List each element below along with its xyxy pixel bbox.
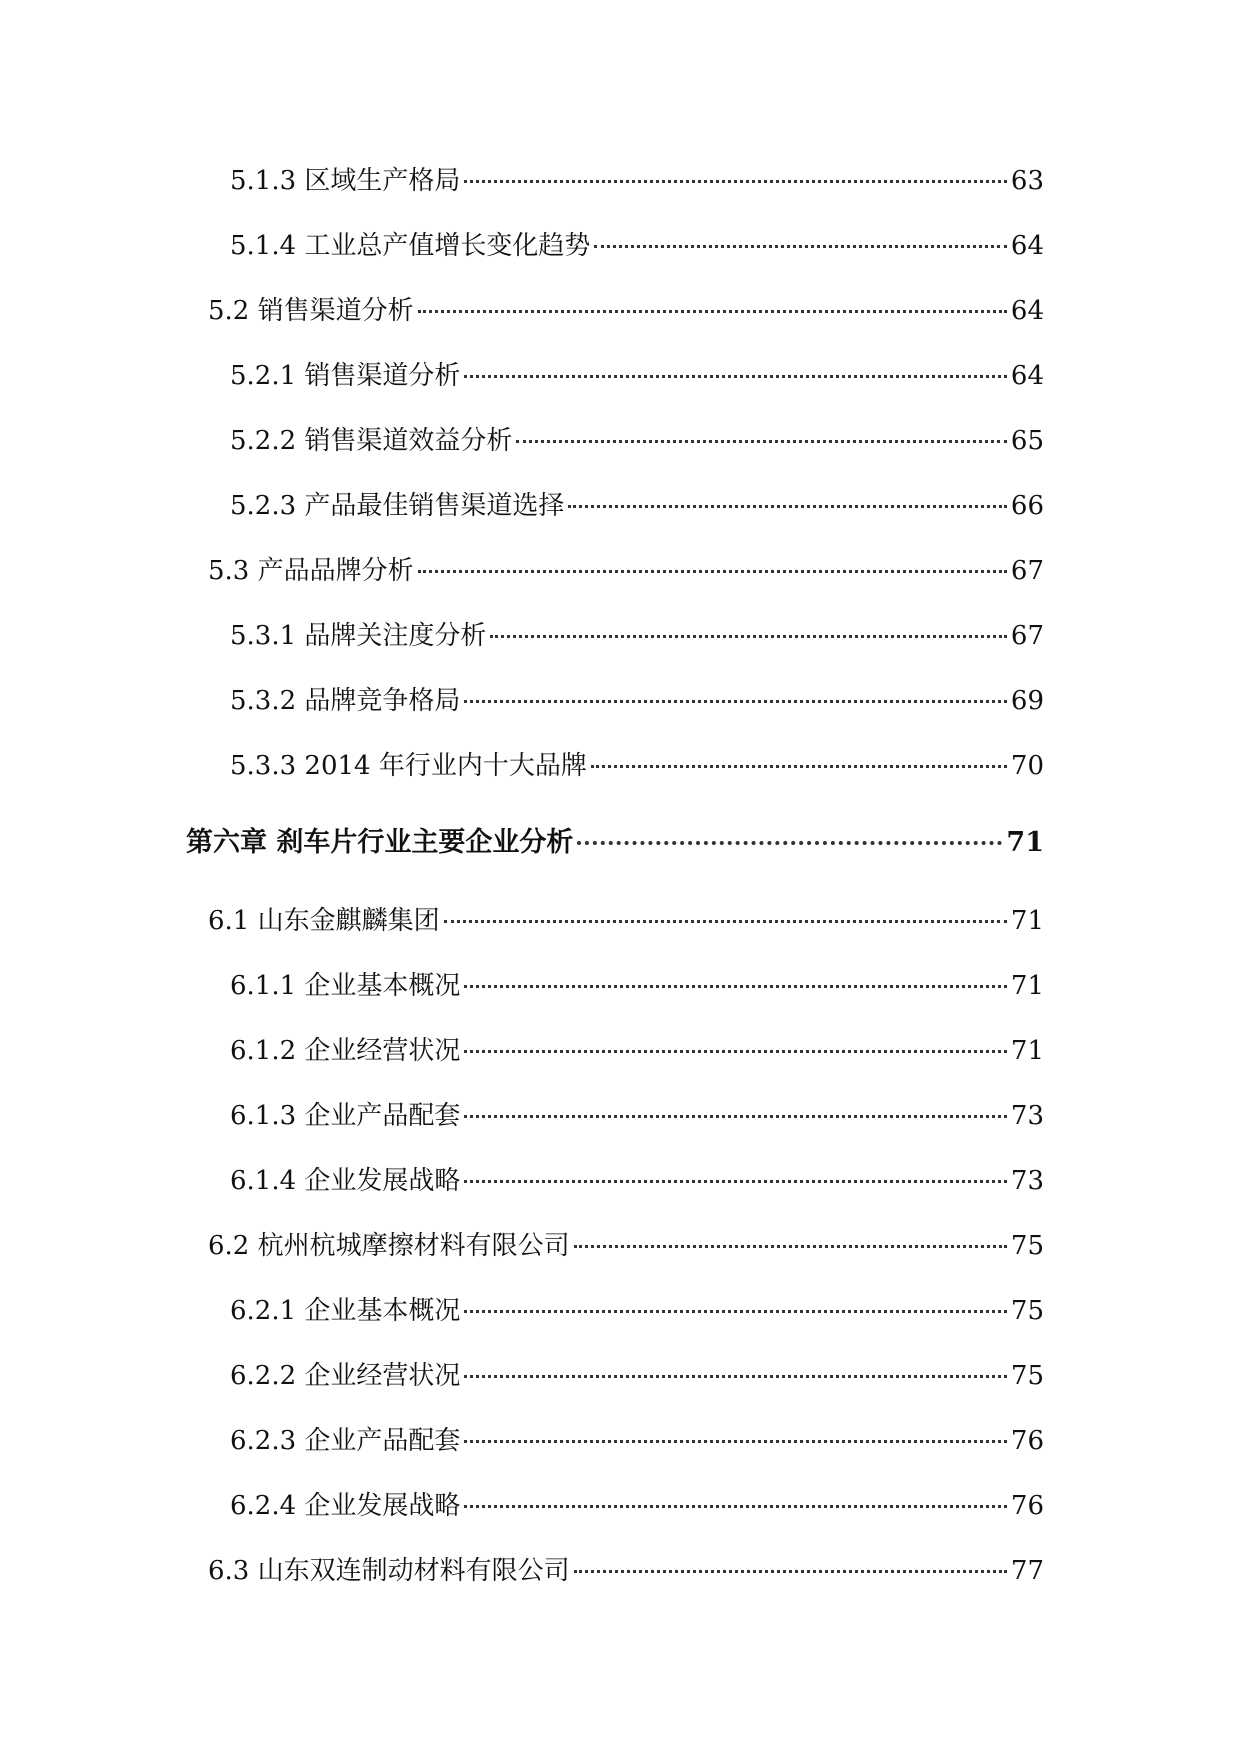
- toc-entry-label: 5.1.4 工业总产值增长变化趋势: [230, 231, 591, 261]
- toc-entry[interactable]: [230, 969, 1044, 1003]
- toc-entry[interactable]: [230, 1294, 1044, 1328]
- dot-leader: [464, 1505, 1006, 1508]
- toc-entry-page: 77: [1010, 1556, 1044, 1586]
- toc-entry-label: 6.1 山东金麒麟集团: [208, 906, 440, 936]
- toc-entry-page: 73: [1010, 1166, 1044, 1196]
- dot-leader: [516, 440, 1006, 443]
- dot-leader: [574, 1570, 1007, 1573]
- toc-entry-label: 6.2.2 企业经营状况: [230, 1361, 461, 1391]
- toc-entry-page: 67: [1010, 621, 1044, 651]
- toc-entry[interactable]: [230, 359, 1044, 393]
- toc-entry[interactable]: [230, 1424, 1044, 1458]
- toc-entry-page: 64: [1010, 361, 1044, 391]
- toc-entry[interactable]: [230, 749, 1044, 783]
- toc-entry-page: 73: [1010, 1101, 1044, 1131]
- dot-leader: [594, 245, 1006, 248]
- toc-entry[interactable]: [208, 1229, 1044, 1263]
- dot-leader: [464, 700, 1006, 703]
- toc-entry-label: 5.3.1 品牌关注度分析: [230, 621, 487, 651]
- toc-entry-label: 6.1.3 企业产品配套: [230, 1101, 461, 1131]
- toc-entry-page: 65: [1010, 426, 1044, 456]
- dot-leader: [418, 310, 1007, 313]
- dot-leader: [418, 570, 1007, 573]
- toc-entry-page: 71: [1010, 971, 1044, 1001]
- toc-entry[interactable]: [230, 1034, 1044, 1068]
- toc-entry-page: 66: [1010, 491, 1044, 521]
- toc-entry[interactable]: [230, 1164, 1044, 1198]
- dot-leader: [568, 505, 1006, 508]
- dot-leader: [464, 985, 1006, 988]
- toc-entry-label: 5.2.3 产品最佳销售渠道选择: [230, 491, 565, 521]
- toc-entry-label: 6.2.3 企业产品配套: [230, 1426, 461, 1456]
- dot-leader: [464, 1440, 1006, 1443]
- toc-chapter-entry[interactable]: [186, 826, 1044, 860]
- toc-entry-page: 75: [1010, 1361, 1044, 1391]
- dot-leader: [464, 1115, 1006, 1118]
- dot-leader: [464, 375, 1006, 378]
- toc-entry[interactable]: [208, 294, 1044, 328]
- dot-leader: [464, 1375, 1006, 1378]
- toc-entry-label: 6.1.1 企业基本概况: [230, 971, 461, 1001]
- toc-entry[interactable]: [230, 424, 1044, 458]
- toc-entry-page: 67: [1010, 556, 1044, 586]
- toc-entry-page: 76: [1010, 1426, 1044, 1456]
- toc-entry-page: 64: [1010, 231, 1044, 261]
- toc-entry-label: 6.1.4 企业发展战略: [230, 1166, 461, 1196]
- toc-entry-label: 6.2.1 企业基本概况: [230, 1296, 461, 1326]
- toc-entry-page: 64: [1010, 296, 1044, 326]
- toc-entry-page: 70: [1010, 751, 1044, 781]
- dot-leader: [591, 765, 1007, 768]
- toc-entry-page: 63: [1010, 166, 1044, 196]
- toc-entry[interactable]: [230, 229, 1044, 263]
- toc-entry[interactable]: [230, 164, 1044, 198]
- dot-leader: [464, 1050, 1006, 1053]
- toc-entry-label: 6.2.4 企业发展战略: [230, 1491, 461, 1521]
- dot-leader: [464, 180, 1006, 183]
- toc-entry[interactable]: [230, 489, 1044, 523]
- dot-leader: [464, 1310, 1006, 1313]
- toc-entry-page: 75: [1010, 1231, 1044, 1261]
- toc-entry-label: 6.2 杭州杭城摩擦材料有限公司: [208, 1231, 570, 1261]
- dot-leader: [464, 1180, 1006, 1183]
- toc-entry[interactable]: [230, 684, 1044, 718]
- toc-entry-page: 69: [1010, 686, 1044, 716]
- toc-entry-label: 5.2.2 销售渠道效益分析: [230, 426, 513, 456]
- toc-entry-page: 71: [1006, 827, 1044, 858]
- dot-leader: [490, 635, 1006, 638]
- dot-leader: [574, 1245, 1007, 1248]
- toc-entry-label: 5.2.1 销售渠道分析: [230, 361, 461, 391]
- dot-leader: [577, 841, 1002, 845]
- toc-entry[interactable]: [208, 904, 1044, 938]
- toc-entry[interactable]: [230, 1489, 1044, 1523]
- toc-entry[interactable]: [230, 619, 1044, 653]
- toc-entry-label: 5.3.3 2014 年行业内十大品牌: [230, 751, 587, 781]
- toc-entry-page: 75: [1010, 1296, 1044, 1326]
- toc-entry[interactable]: [230, 1359, 1044, 1393]
- toc-entry-label: 5.1.3 区域生产格局: [230, 166, 461, 196]
- toc-entry-label: 5.3.2 品牌竞争格局: [230, 686, 461, 716]
- toc-entry-label: 5.2 销售渠道分析: [208, 296, 414, 326]
- toc-entry-label: 6.3 山东双连制动材料有限公司: [208, 1556, 570, 1586]
- toc-entry-label: 6.1.2 企业经营状况: [230, 1036, 461, 1066]
- toc-entry[interactable]: [208, 1554, 1044, 1588]
- toc-entry-label: 第六章 刹车片行业主要企业分析: [186, 827, 574, 858]
- toc-entry-page: 71: [1010, 906, 1044, 936]
- toc-entry-page: 76: [1010, 1491, 1044, 1521]
- toc-entry[interactable]: [230, 1099, 1044, 1133]
- dot-leader: [444, 920, 1007, 923]
- toc-entry[interactable]: [208, 554, 1044, 588]
- toc-entry-page: 71: [1010, 1036, 1044, 1066]
- toc-entry-label: 5.3 产品品牌分析: [208, 556, 414, 586]
